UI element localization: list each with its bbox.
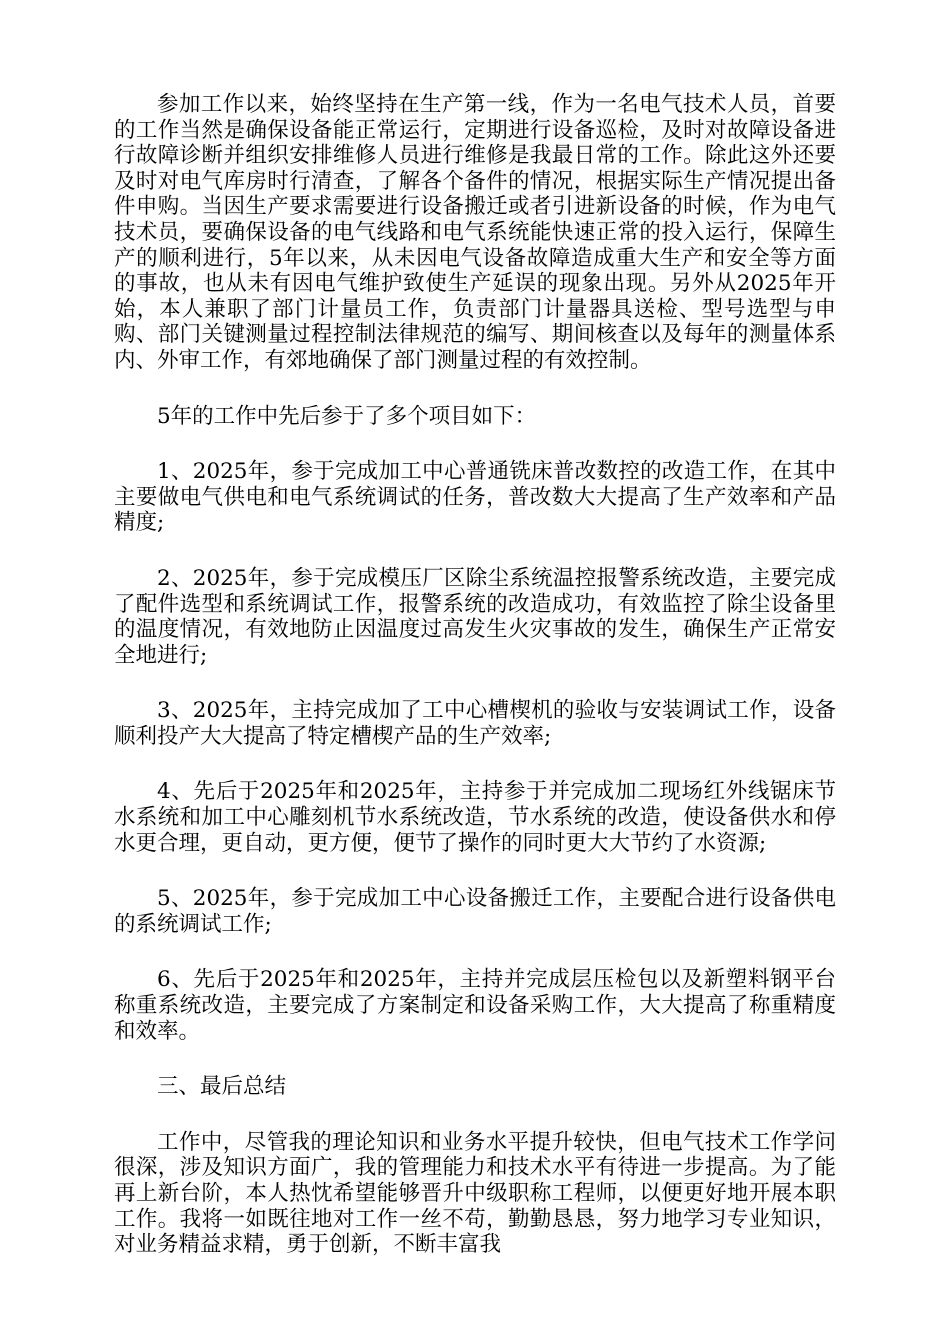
paragraph-project-1: 1、2025年，参于完成加工中心普通铣床普改数控的改造工作，在其中主要做电气供电和电气系统调试的任务，普改数大大提高了生产效率和产品精度; — [114, 459, 836, 536]
paragraph-project-2: 2、2025年，参于完成模压厂区除尘系统温控报警系统改造，主要完成了配件选型和系统调试工作，报警系统的改造成功，有效监控了除尘设备里的温度情况，有效地防止因温度过高发生火灾事故的发生，确保生产正常安全地进行; — [114, 565, 836, 668]
section-heading-summary: 三、最后总结 — [157, 1074, 287, 1100]
paragraph-projects-intro: 5年的工作中先后参于了多个项目如下： — [157, 403, 537, 429]
paragraph-work-duties: 参加工作以来，始终坚持在生产第一线，作为一名电气技术人员，首要的工作当然是确保设备能正常运行，定期进行设备巡检，及时对故障设备进行故障诊断并组织安排维修人员进行维修是我最日常的工作。除此这外还要及时对电气库房时行清查，了解各个备件的情况，根据实际生产情况提出备件申购。当因生产要求需要进行设备搬迁或者引进新设备的时候，作为电气技术员，要确保设备的电气线路和电气系统能快速正常的投入运行，保障生产的顺利进行，5年以来，从未因电气设备故障造成重大生产和安全等方面的事故，也从未有因电气维护致使生产延误的现象出现。另外从2025年开始，本人兼职了部门计量员工作，负责部门计量器具送检、型号选型与申购、部门关键测量过程控制法律规范的编写、期间核查以及每年的测量体系内、外审工作，有郊地确保了部门测量过程的有效控制。 — [114, 92, 836, 373]
paragraph-summary: 工作中，尽管我的理论知识和业务水平提升较快，但电气技术工作学问很深，涉及知识方面广，我的管理能力和技术水平有待进一步提高。为了能再上新台阶，本人热忱希望能够晋升中级职称工程师，以便更好地开展本职工作。我将一如既往地对工作一丝不苟，勤勤恳恳，努力地学习专业知识，对业务精益求精，勇于创新，不断丰富我 — [114, 1129, 836, 1258]
paragraph-project-4: 4、先后于2025年和2025年，主持参于并完成加二现场红外线锯床节水系统和加工中心雕刻机节水系统改造，节水系统的改造，使设备供水和停水更合理，更自动，更方便，便节了操作的同时更大大节约了水资源; — [114, 779, 836, 856]
paragraph-project-3: 3、2025年，主持完成加了工中心槽楔机的验收与安装调试工作，设备顺利投产大大提高了特定槽楔产品的生产效率; — [114, 698, 836, 749]
document-body — [114, 92, 836, 1258]
paragraph-project-6: 6、先后于2025年和2025年，主持并完成层压检包以及新塑料钢平台称重系统改造，主要完成了方案制定和设备采购工作，大大提高了称重精度和效率。 — [114, 967, 836, 1044]
paragraph-project-5: 5、2025年，参于完成加工中心设备搬迁工作，主要配合进行设备供电的系统调试工作; — [114, 886, 836, 937]
